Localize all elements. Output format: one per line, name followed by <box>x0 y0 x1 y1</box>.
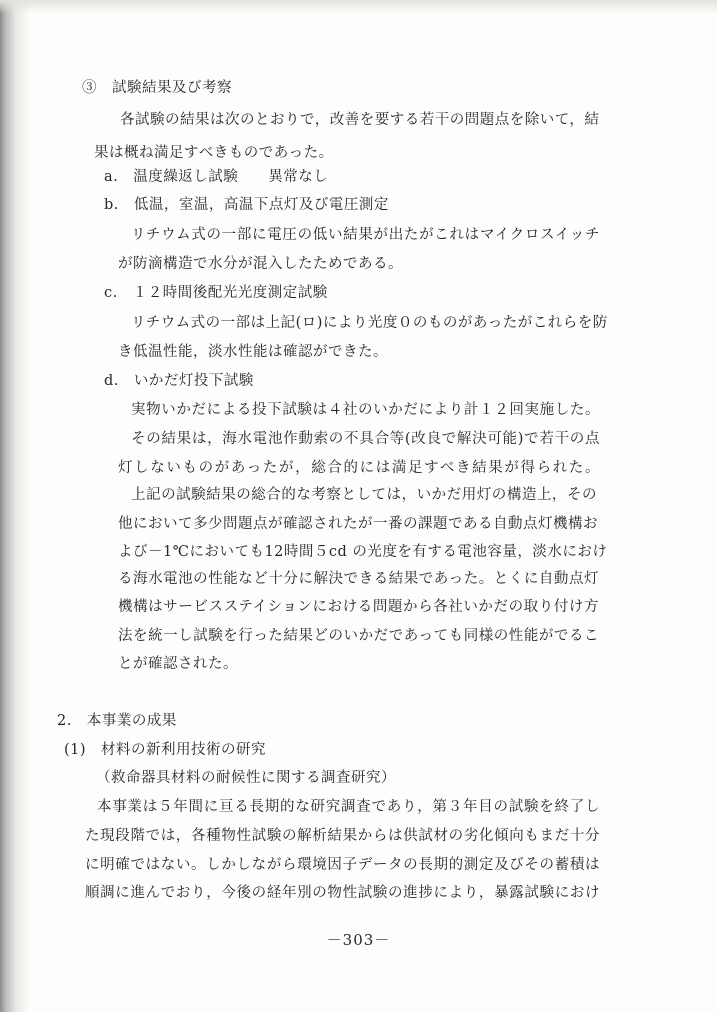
section-heading-2: 2. 本事業の成果 <box>57 713 177 729</box>
scan-edge-shadow <box>0 0 30 1012</box>
text-line: よび－1℃においても12時間５cd の光度を有する電池容量，淡水におけ <box>118 544 608 560</box>
item-a: a. 温度繰返し試験 異常なし <box>104 169 329 185</box>
text-line: 機構はサービスステイションにおける問題から各社いかだの取り付け方 <box>118 599 599 615</box>
subsection-heading-3: ③ 試験結果及び考察 <box>82 80 232 96</box>
text-line: 各試験の結果は次のとおりで，改善を要する若干の問題点を除いて，結 <box>120 112 600 128</box>
text-line: き低温性能，淡水性能は確認ができた。 <box>118 344 388 360</box>
text-line: 実物いかだによる投下試験は４社のいかだにより計１２回実施した。 <box>131 402 600 418</box>
page-number: －303－ <box>326 931 391 949</box>
text-line: が防滴構造で水分が混入したためである。 <box>118 256 403 272</box>
text-line: 果は概ね満足すべきものであった。 <box>94 145 334 161</box>
text-line: 上記の試験結果の総合的な考察としては，いかだ用灯の構造上，その <box>131 487 597 503</box>
text-line: た現段階では，各種物性試験の解析結果からは供試材の劣化傾向もまだ十分 <box>85 828 600 844</box>
text-line: 本事業は５年間に亘る長期的な研究調査であり，第３年目の試験を終了し <box>97 799 600 815</box>
item-b: b. 低温，室温，高温下点灯及び電圧測定 <box>104 197 389 213</box>
text-line: その結果は，海水電池作動索の不具合等(改良で解決可能)で若干の点 <box>131 431 600 447</box>
subsection-heading-1: (1) 材料の新利用技術の研究 <box>64 742 267 758</box>
text-line: 灯しないものがあったが，総合的には満足すべき結果が得られた。 <box>118 460 600 476</box>
item-c: c. １２時間後配光光度測定試験 <box>104 285 328 301</box>
text-line: 順調に進んでおり，今後の経年別の物性試験の進捗により，暴露試験におけ <box>85 885 600 901</box>
text-line: 他において多少問題点が確認されたが一番の課題である自動点灯機構お <box>118 516 598 532</box>
scan-top-shadow <box>0 0 717 14</box>
text-line: る海水電池の性能など十分に解決できる結果であった。とくに自動点灯 <box>118 571 599 587</box>
text-line: とが確認された。 <box>118 656 238 672</box>
text-line: 法を統一し試験を行った結果どのいかだであっても同様の性能がでるこ <box>118 628 599 644</box>
text-line: に明確ではない。しかしながら環境因子データの長期的測定及びその蓄積は <box>85 857 600 873</box>
text-line: リチウム式の一部は上記(ロ)により光度０のものがあったがこれらを防 <box>131 315 608 331</box>
subsection-subtitle: （救命器具材料の耐候性に関する調査研究） <box>96 770 396 786</box>
text-line: リチウム式の一部に電圧の低い結果が出たがこれはマイクロスイッチ <box>131 227 600 243</box>
item-d: d. いかだ灯投下試験 <box>104 373 254 389</box>
